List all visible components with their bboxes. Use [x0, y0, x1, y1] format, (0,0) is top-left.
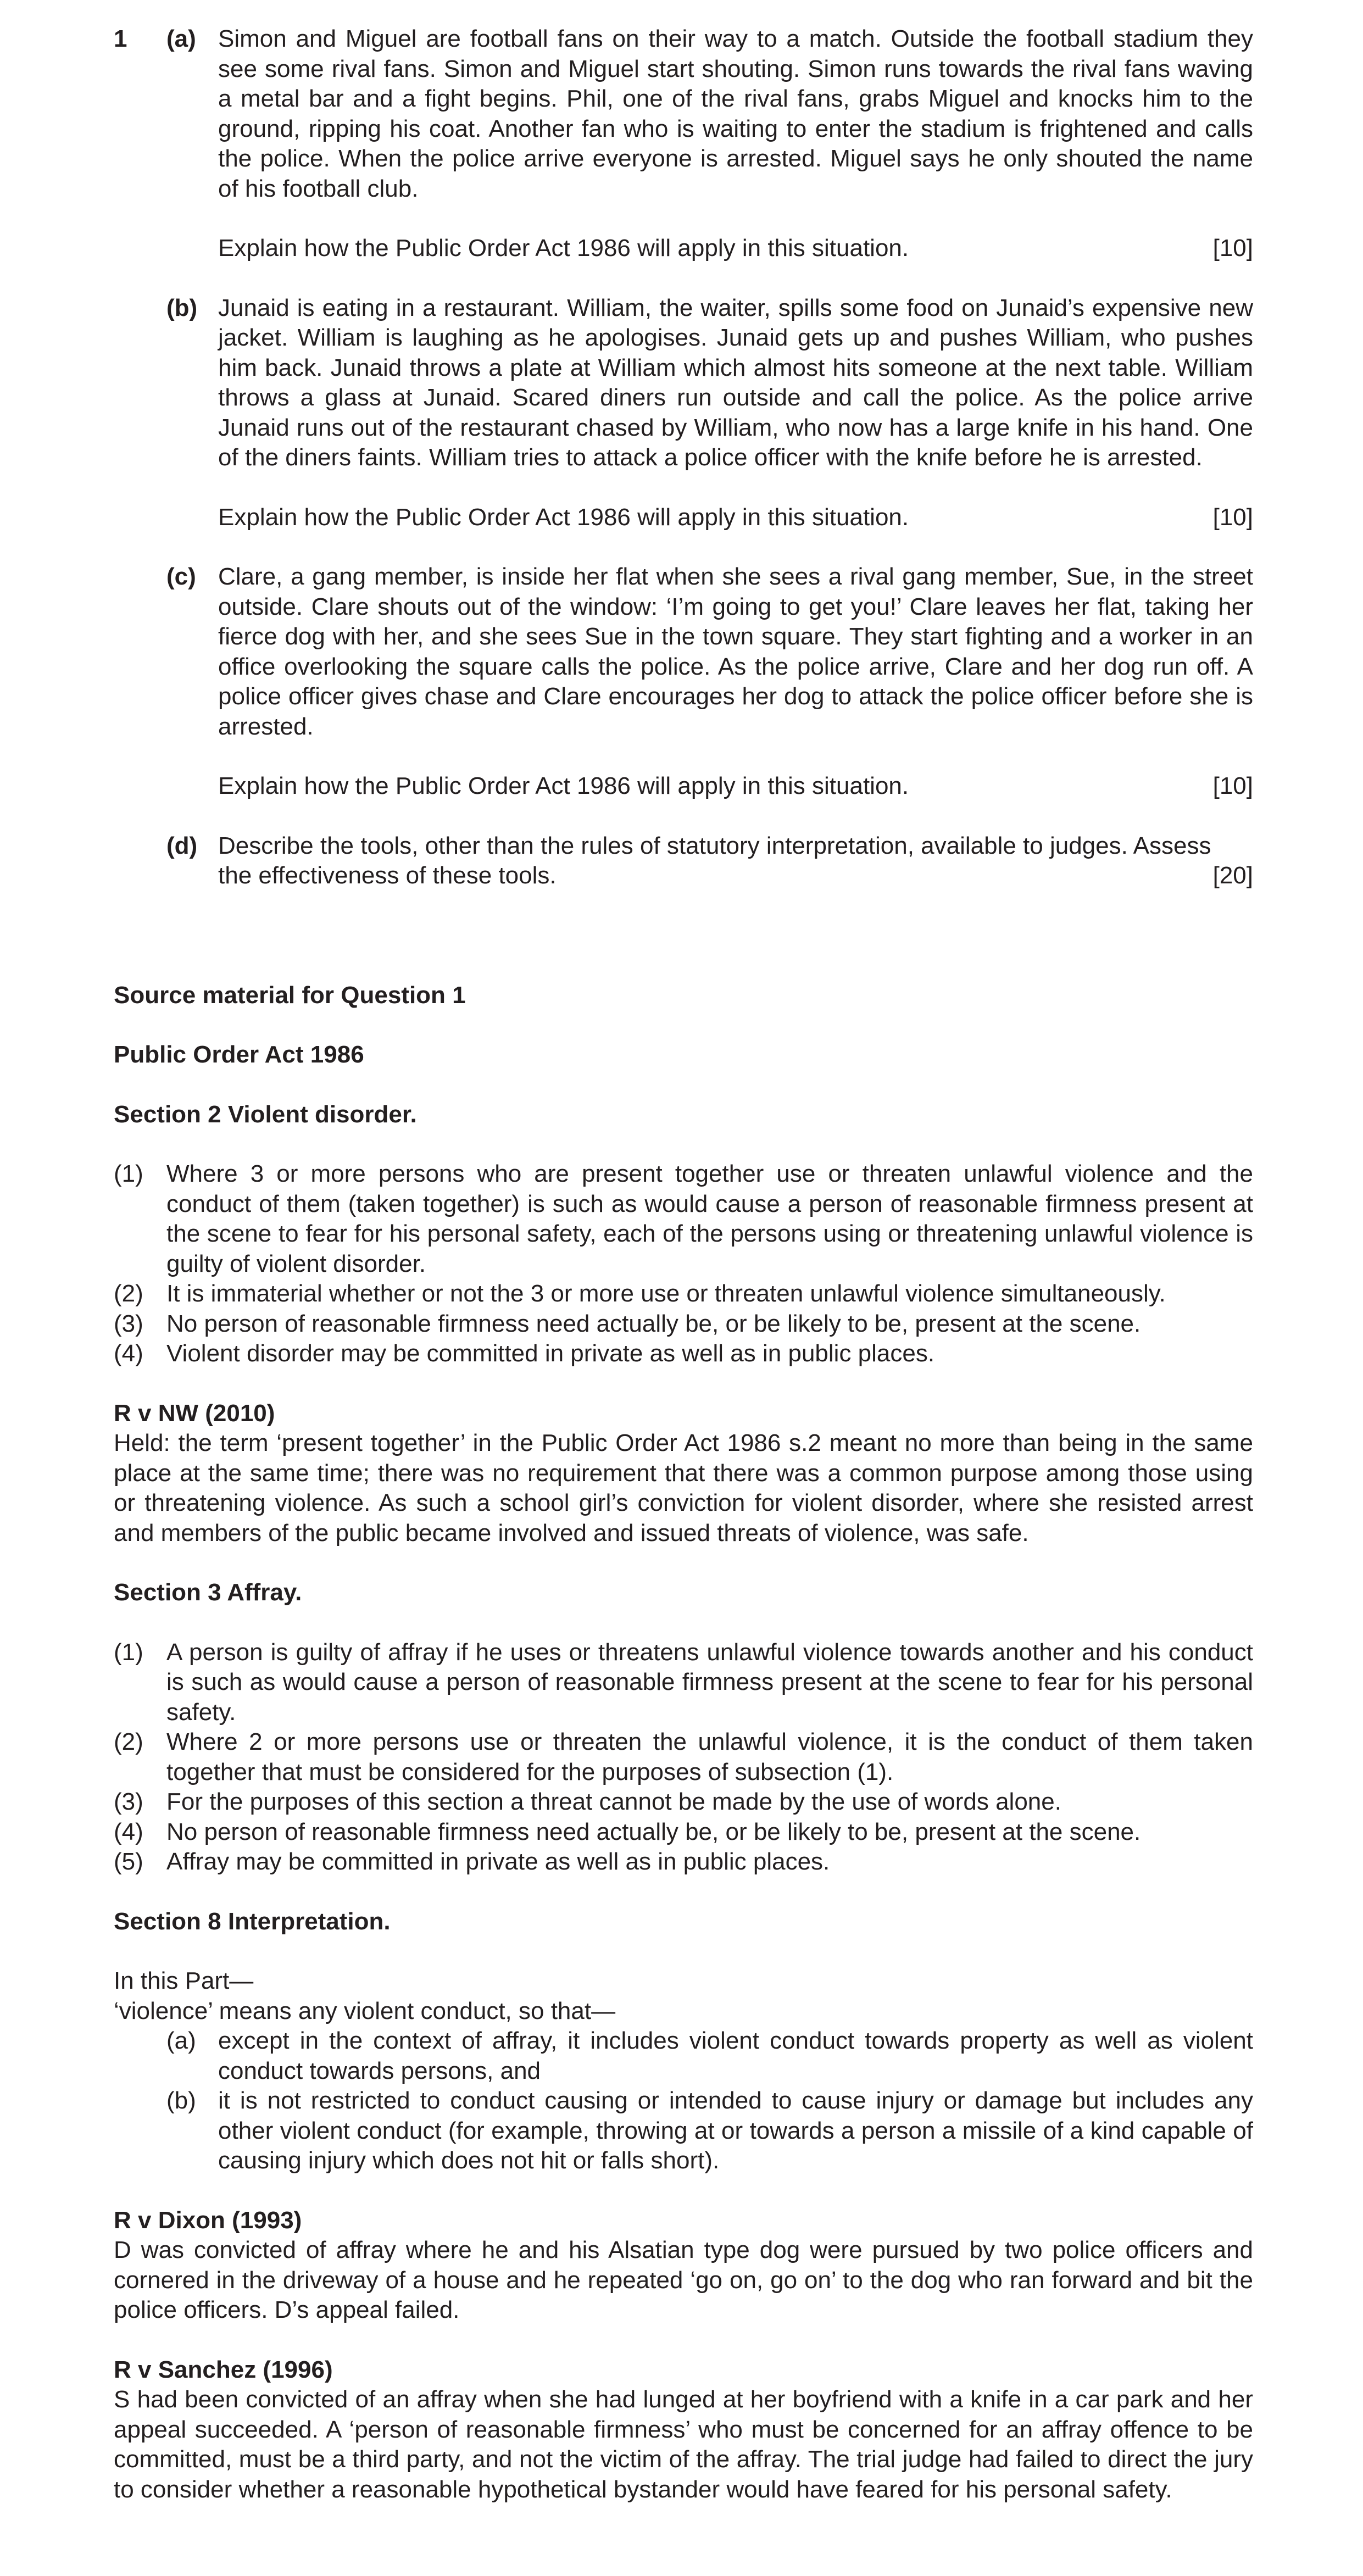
marks-badge: [20]: [1212, 862, 1253, 889]
list-item: [114, 1339, 1253, 1369]
marks-badge: [10]: [1212, 772, 1253, 799]
case-r-v-nw: [114, 1399, 1253, 1549]
item-text: Violent disorder may be committed in private as well as in public places.: [166, 1340, 935, 1367]
item-number: (2): [114, 1280, 143, 1307]
case-summary: Held: the term ‘present together’ in the Public Order Act 1986 s.2 meant no more than being in the same place at the same time; there was no requirement that there was a common purpose among those using or threatening violence. As such a school girl’s conviction for violent disorder, where she resisted arrest and members of the public became involved and issued threats of violence, was safe.: [114, 1429, 1253, 1546]
item-text: No person of reasonable firmness need actually be, or be likely to be, present at the scene.: [166, 1818, 1141, 1845]
instruction-text: Explain how the Public Order Act 1986 will apply in this situation.: [218, 503, 909, 531]
item-text: It is immaterial whether or not the 3 or more use or threaten unlawful violence simultaneously.: [166, 1280, 1166, 1307]
item-letter: (b): [166, 2087, 196, 2114]
part-label: (a): [166, 25, 196, 52]
item-text: except in the context of affray, it includes violent conduct towards property as well as violent conduct towards persons, and: [218, 2027, 1253, 2084]
list-item: [114, 1279, 1253, 1309]
section-8-definition: ‘violence’ means any violent conduct, so that—: [114, 1997, 616, 2024]
list-item: [114, 1159, 1253, 1279]
section-2-list: [114, 1159, 1253, 1369]
item-number: (5): [114, 1848, 143, 1875]
item-text: No person of reasonable firmness need actually be, or be likely to be, present at the scene.: [166, 1310, 1141, 1337]
section-3-list: [114, 1638, 1253, 1877]
instruction-text: Explain how the Public Order Act 1986 will apply in this situation.: [218, 772, 909, 799]
section-2-heading: Section 2 Violent disorder.: [114, 1100, 417, 1128]
case-summary: D was convicted of affray where he and his Alsatian type dog were pursued by two police officers and cornered in the driveway of a house and he repeated ‘go on, go on’ to the dog who ran forward and bit the police officers. D’s appeal failed.: [114, 2236, 1253, 2323]
case-name: R v Dixon (1993): [114, 2206, 302, 2234]
section-8-list: [166, 2026, 1253, 2176]
case-name: R v NW (2010): [114, 1399, 275, 1427]
part-label: (d): [166, 832, 198, 859]
list-item: [114, 1847, 1253, 1877]
list-item: [114, 1787, 1253, 1817]
item-number: (1): [114, 1638, 143, 1666]
section-8-intro: In this Part—: [114, 1967, 254, 1994]
case-r-v-dixon: [114, 2206, 1253, 2325]
list-item: [114, 1309, 1253, 1339]
list-item: [166, 2086, 1253, 2176]
question-text-line-1: Describe the tools, other than the rules of statutory interpretation, available to judges. Assess: [218, 832, 1211, 859]
scenario-text: Simon and Miguel are football fans on their way to a match. Outside the football stadium they see some rival fans. Simon and Miguel start shouting. Simon runs towards the rival fans waving a metal bar and a fight begins. Phil, one of the rival fans, grabs Miguel and knocks him to the ground, ripping his coat. Another fan who is waiting to enter the stadium is frightened and calls the police. When the police arrive everyone is arrested. Miguel says he only shouted the name of his football club.: [218, 25, 1253, 202]
item-number: (2): [114, 1728, 143, 1755]
list-item: [114, 1638, 1253, 1728]
item-text: For the purposes of this section a threat cannot be made by the use of words alone.: [166, 1788, 1061, 1815]
case-summary: S had been convicted of an affray when she had lunged at her boyfriend with a knife in a car park and her appeal succeeded. A ‘person of reasonable firmness’ who must be concerned for an affray offence to be committed, must be a third party, and not the victim of the affray. The trial judge had failed to direct the jury to consider whether a reasonable hypothetical bystander would have feared for his personal safety.: [114, 2386, 1253, 2503]
instruction-line: [218, 771, 1253, 802]
item-number: (1): [114, 1160, 143, 1187]
instruction-line: [218, 233, 1253, 264]
section-3-heading: Section 3 Affray.: [114, 1579, 302, 1606]
marks-badge: [10]: [1212, 235, 1253, 262]
list-item: [114, 1817, 1253, 1848]
list-item: [166, 2026, 1253, 2086]
question-text-line-2: the effectiveness of these tools.: [218, 862, 557, 889]
case-name: R v Sanchez (1996): [114, 2356, 333, 2383]
item-number: (4): [114, 1818, 143, 1845]
part-label: (c): [166, 563, 196, 590]
section-8-heading: Section 8 Interpretation.: [114, 1907, 391, 1935]
scenario-text: Junaid is eating in a restaurant. William, the waiter, spills some food on Junaid’s expensive new jacket. William is laughing as he apologises. Junaid gets up and pushes William, who pushes him back. Junaid throws a plate at William which almost hits someone at the next table. William throws a glass at Junaid. Scared diners run outside and call the police. As the police arrive Junaid runs out of the restaurant chased by William, who now has a large knife in his hand. One of the diners faints. William tries to attack a police officer with the knife before he is arrested.: [218, 294, 1253, 471]
item-text: it is not restricted to conduct causing or intended to cause injury or damage but includes any other violent conduct (for example, throwing at or towards a person a missile of a kind capable of causing injury which does not hit or falls short).: [218, 2087, 1253, 2174]
item-number: (3): [114, 1788, 143, 1815]
list-item: [114, 1727, 1253, 1787]
question-part-a: [166, 24, 1253, 264]
act-title: Public Order Act 1986: [114, 1041, 364, 1068]
instruction-text: Explain how the Public Order Act 1986 will apply in this situation.: [218, 235, 909, 262]
question-1: [114, 24, 1253, 891]
instruction-line: [218, 503, 1253, 533]
exam-page: [114, 24, 1253, 2505]
item-text: A person is guilty of affray if he uses or threatens unlawful violence towards another and his conduct is such as would cause a person of reasonable firmness present at the scene to fear for his personal safety.: [166, 1638, 1253, 1726]
source-title: Source material for Question 1: [114, 981, 466, 1009]
scenario-text: Clare, a gang member, is inside her flat when she sees a rival gang member, Sue, in the street outside. Clare shouts out of the window: ‘I’m going to get you!’ Clare leaves her flat, taking her fierce dog with her, and she sees Sue in the town square. They start fighting and a worker in an office overlooking the square calls the police. As the police arrive, Clare and her dog run off. A police officer gives chase and Clare encourages her dog to attack the police officer before she is arrested.: [218, 563, 1253, 740]
item-text: Where 2 or more persons use or threaten the unlawful violence, it is the conduct of them taken together that must be considered for the purposes of subsection (1).: [166, 1728, 1253, 1785]
item-text: Where 3 or more persons who are present together use or threaten unlawful violence and the conduct of them (taken together) is such as would cause a person of reasonable firmness present at the scene to fear for his personal safety, each of the persons using or threatening unlawful violence is guilty of violent disorder.: [166, 1160, 1253, 1277]
marks-badge: [10]: [1212, 503, 1253, 531]
case-r-v-sanchez: [114, 2355, 1253, 2505]
question-part-b: [166, 293, 1253, 533]
item-letter: (a): [166, 2027, 196, 2054]
question-part-c: [166, 562, 1253, 802]
item-number: (4): [114, 1340, 143, 1367]
question-part-d: [166, 831, 1253, 891]
question-text-line-2-row: [218, 861, 1253, 891]
question-number: 1: [114, 25, 127, 52]
part-label: (b): [166, 294, 198, 321]
item-number: (3): [114, 1310, 143, 1337]
item-text: Affray may be committed in private as well as in public places.: [166, 1848, 830, 1875]
